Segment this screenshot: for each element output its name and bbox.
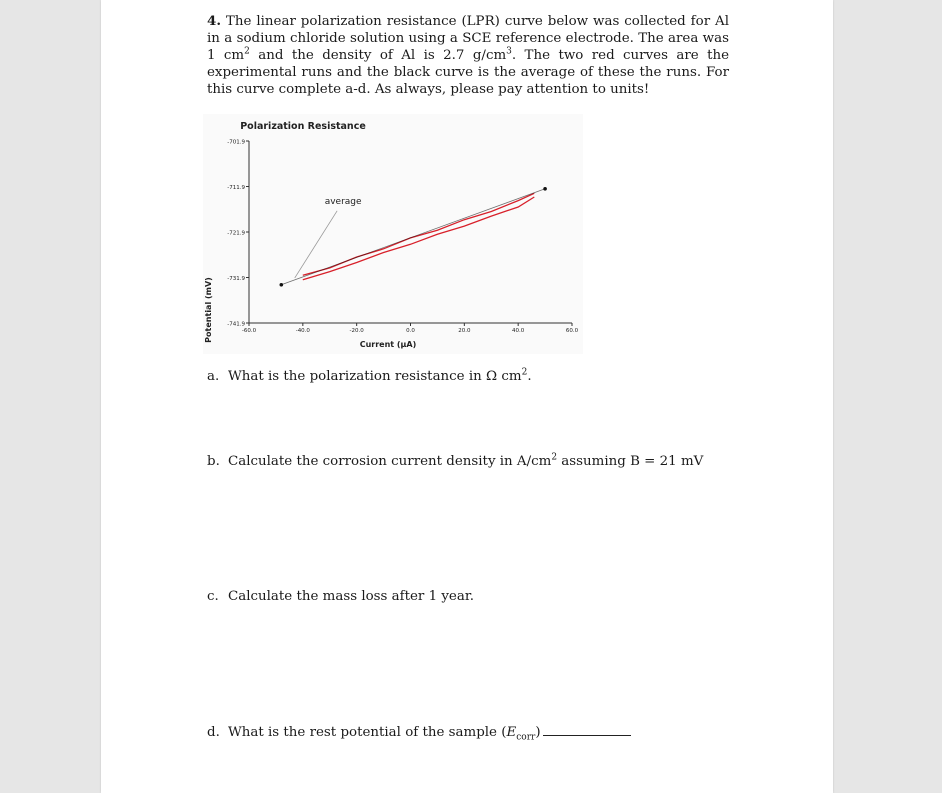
x-tick-label: -40.0 bbox=[295, 328, 310, 334]
part-b: b. Calculate the corrosion current density in $A/cm^2$ assuming B = 21 mV bbox=[207, 452, 704, 469]
part-c: c. Calculate the mass loss after 1 year. bbox=[207, 589, 475, 604]
lpr-chart bbox=[203, 114, 583, 354]
x-tick-label: 20.0 bbox=[458, 328, 471, 334]
question-number: 4. bbox=[207, 13, 221, 29]
y-tick-label: -731.9 bbox=[227, 276, 245, 282]
x-tick-label: 60.0 bbox=[565, 328, 579, 334]
chart-title: Polarization Resistance bbox=[240, 121, 366, 132]
lpr-chart-svg bbox=[203, 114, 583, 354]
part-a-letter: a. bbox=[207, 369, 220, 384]
y-tick-label: -721.9 bbox=[227, 230, 245, 237]
x-tick-label: -60.0 bbox=[241, 328, 257, 334]
average-annotation-label: average bbox=[324, 196, 362, 207]
y-tick-label: -741.9 bbox=[227, 321, 245, 328]
part-b-letter: b. bbox=[207, 454, 220, 469]
question-4: 4. The linear polarization resistance (LPR) curve below was collected for Al in a sodium chloride solution using a SCE reference electrode. The area was 1 $cm^2$ and the density of Al is 2.7 $g/cm^3$. The two red curves are the experimental runs and the black curve is the average of these the runs. For this curve complete a-d. As always, please pay attention to units! bbox=[207, 13, 729, 97]
average-endpoint-marker bbox=[280, 283, 284, 287]
document-page bbox=[101, 0, 833, 793]
x-tick-label: 40.0 bbox=[512, 328, 525, 334]
part-a: a. What is the polarization resistance in Ω $cm^2$. bbox=[207, 367, 532, 384]
answer-blank[interactable] bbox=[543, 723, 631, 736]
part-c-letter: c. bbox=[207, 589, 219, 604]
chart-y-axis-label: Potential (mV) bbox=[204, 277, 213, 343]
part-d: d. What is the rest potential of the sample $(E_{corr})$ bbox=[207, 723, 631, 741]
series-line-run-2 bbox=[303, 197, 535, 280]
x-tick-label: -20.0 bbox=[349, 328, 364, 334]
part-d-letter: d. bbox=[207, 725, 220, 740]
x-tick-label: 0.0 bbox=[406, 328, 415, 334]
y-tick-label: -701.9 bbox=[227, 139, 245, 146]
y-tick-label: -711.9 bbox=[227, 185, 245, 191]
average-endpoint-marker bbox=[543, 187, 547, 191]
chart-x-axis-label: Current (μA) bbox=[359, 340, 417, 349]
